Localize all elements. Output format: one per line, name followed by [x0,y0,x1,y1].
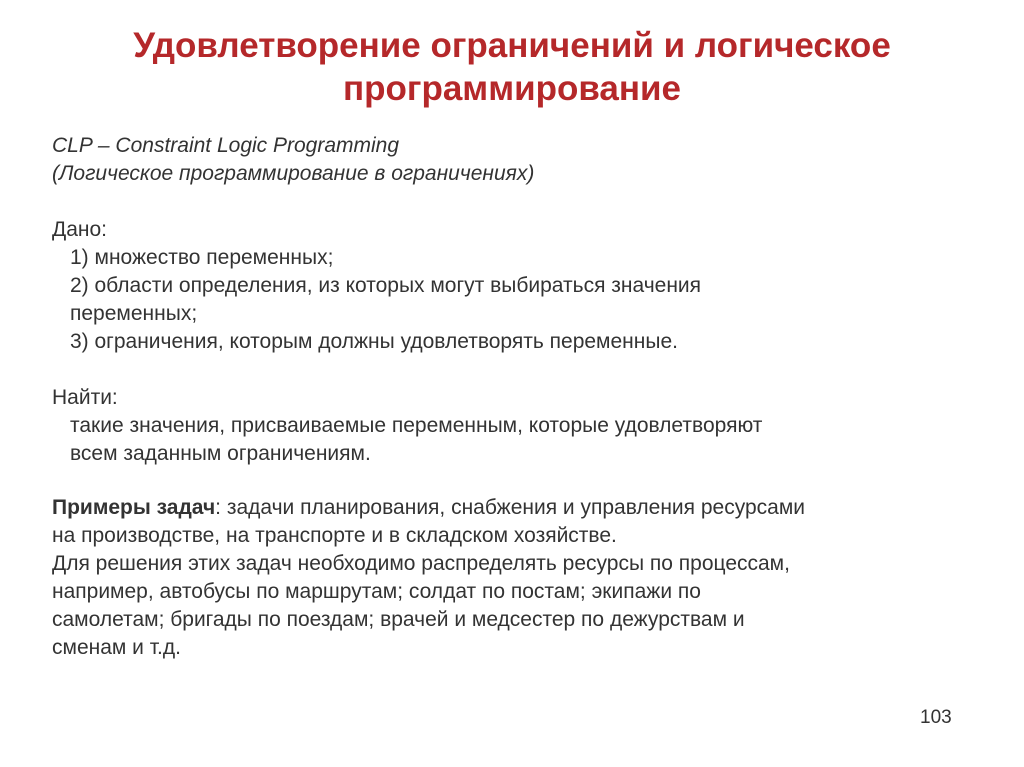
slide-title-line-1: Удовлетворение ограничений и логическое [133,26,891,65]
find-line-1: такие значения, присваиваемые переменным, которые удовлетворяют [70,414,763,437]
given-item-3: 3) ограничения, которым должны удовлетворять переменные. [70,330,678,353]
examples-line-3: Для решения этих задач необходимо распределять ресурсы по процессам, [52,552,790,575]
examples-label: Примеры задач [52,496,216,519]
examples-line-1-text: : задачи планирования, снабжения и управления ресурсами [215,496,805,519]
examples-line-6: сменам и т.д. [52,636,181,659]
subtitle-russian: (Логическое программирование в ограничениях) [52,162,535,185]
page-number: 103 [920,707,952,728]
examples-line-2: на производстве, на транспорте и в складском хозяйстве. [52,524,617,547]
slide-body [52,132,992,662]
given-label: Дано: [52,218,108,241]
spacer [52,356,992,384]
given-item-1: 1) множество переменных; [70,246,334,269]
spacer [52,188,992,216]
given-item-2-continued: переменных; [70,302,198,325]
find-line-2: всем заданным ограничениям. [70,442,371,465]
slide-title-line-2: программирование [342,69,682,108]
examples-line-5: самолетам; бригады по поездам; врачей и медсестер по дежурствам и [52,608,745,631]
find-label: Найти: [52,386,118,409]
examples-line-4: например, автобусы по маршрутам; солдат по постам; экипажи по [52,580,701,603]
subtitle-english: CLP – Constraint Logic Programming [52,134,400,157]
spacer [52,468,992,494]
examples-line-1 [52,494,992,522]
given-item-2: 2) области определения, из которых могут выбираться значения [70,274,702,297]
slide-title [0,24,1024,110]
